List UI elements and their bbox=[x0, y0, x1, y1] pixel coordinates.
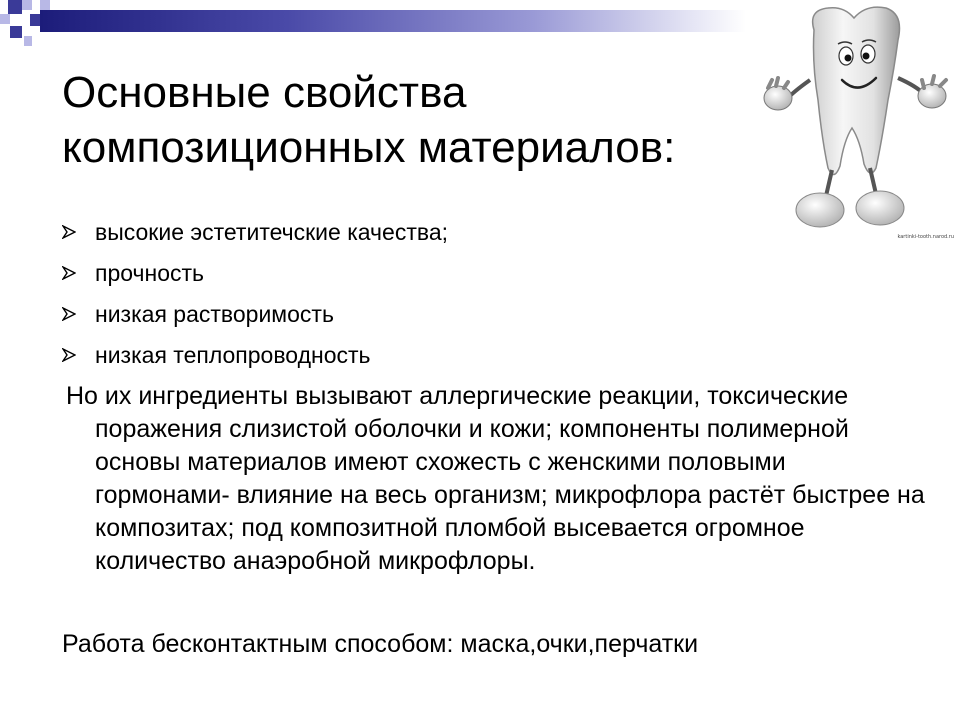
cartoon-tooth-icon bbox=[748, 0, 960, 244]
tooth-illustration bbox=[748, 0, 960, 244]
protection-note: Работа бесконтактным способом: маска,очки,перчатки bbox=[62, 630, 699, 658]
corner-square-5 bbox=[10, 26, 22, 38]
warning-paragraph: Но их ингредиенты вызывают аллергические реакции, токсические поражения слизистой оболочки и кожи; компоненты полимерной основы материалов имеют схожесть с женскими половыми гормонами- влияние на весь организм; микрофлора растёт быстрее на композитах; под композитной пломбой высевается огромное количество анаэробной микрофлоры. bbox=[66, 382, 925, 575]
list-item-label: низкая теплопроводность bbox=[95, 342, 371, 368]
arrow-bullet-icon bbox=[62, 307, 76, 321]
arrow-bullet-icon bbox=[62, 348, 76, 362]
property-list bbox=[62, 212, 762, 376]
list-item bbox=[62, 253, 762, 294]
slide-title: Основные свойства композиционных материалов: bbox=[62, 68, 676, 172]
corner-square-4 bbox=[0, 14, 10, 24]
arrow-bullet-icon bbox=[62, 266, 76, 280]
corner-square-6 bbox=[24, 36, 32, 46]
corner-square-3 bbox=[30, 14, 40, 26]
list-item-label: прочность bbox=[95, 260, 205, 286]
list-item bbox=[62, 294, 762, 335]
corner-square-1 bbox=[8, 0, 22, 14]
header-gradient-bar bbox=[40, 10, 746, 32]
list-item-label: низкая растворимость bbox=[95, 301, 334, 327]
list-item bbox=[62, 212, 762, 253]
corner-square-7 bbox=[40, 0, 50, 10]
corner-square-2 bbox=[22, 0, 32, 10]
image-credit: kartinki-tooth.narod.ru bbox=[897, 234, 954, 240]
list-item-label: высокие эстетитечские качества; bbox=[95, 219, 448, 245]
list-item bbox=[62, 335, 762, 376]
arrow-bullet-icon bbox=[62, 225, 76, 239]
